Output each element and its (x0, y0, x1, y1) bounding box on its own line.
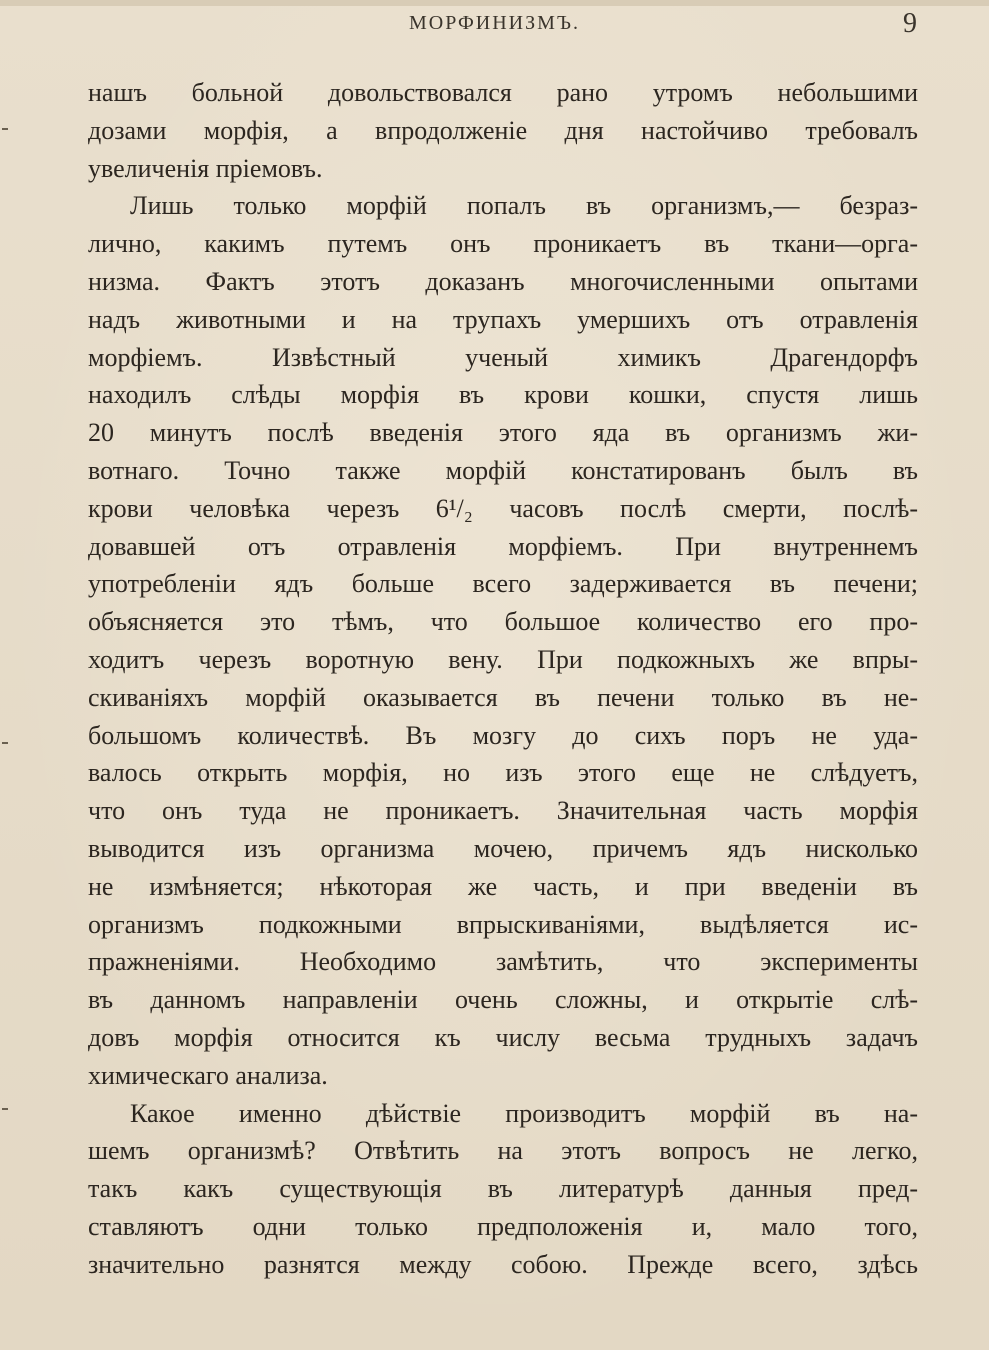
text-line: низма. Фактъ этотъ доказанъ многочисленными опытами (88, 266, 918, 296)
text-line: значительно разнятся между собою. Прежде всего, здѣсь (88, 1249, 918, 1279)
text-line: шемъ организмѣ? Отвѣтить на этотъ вопросъ не легко, (88, 1136, 918, 1166)
text-line: вотнаго. Точно также морфій констатированъ былъ въ (88, 455, 918, 485)
text-line: крови человѣка черезъ 6¹/₂ часовъ послѣ смерти, послѣ- (88, 493, 918, 523)
text-line: нашъ больной довольствовался рано утромъ небольшими (88, 78, 918, 107)
text-line: Какое именно дѣйствіе производитъ морфій въ на- (130, 1098, 918, 1128)
text-line: лично, какимъ путемъ онъ проникаетъ въ ткани—орга- (88, 229, 918, 259)
page-number: 9 (903, 8, 917, 39)
text-line: 20 минутъ послѣ введенія этого яда въ организмъ жи- (88, 418, 918, 448)
running-head: МОРФИНИЗМЪ. (408, 12, 581, 34)
text-line: употребленіи ядъ больше всего задерживается въ печени; (88, 569, 918, 599)
text-line: ходитъ черезъ воротную вену. При подкожныхъ же впры- (88, 644, 918, 674)
text-line: такъ какъ существующія въ литературѣ данныя пред- (88, 1174, 918, 1204)
margin-mark (2, 1108, 8, 1110)
text-line: довъ морфія относится къ числу весьма трудныхъ задачъ (88, 1022, 918, 1052)
text-line: не измѣняется; нѣкоторая же часть, и при введеніи въ (88, 871, 918, 901)
text-line: морфіемъ. Извѣстный ученый химикъ Драгендорфъ (88, 342, 918, 372)
text-line: валось открыть морфія, но изъ этого еще не слѣдуетъ, (88, 758, 918, 788)
top-edge (0, 0, 989, 6)
text-line: выводится изъ организма мочею, причемъ ядъ нисколько (88, 833, 918, 863)
text-line: ставляютъ одни только предположенія и, мало того, (88, 1211, 918, 1241)
text-line: скиваніяхъ морфій оказывается въ печени только въ не- (88, 682, 918, 712)
text-line: въ данномъ направленіи очень сложны, и открытіе слѣ- (88, 985, 918, 1015)
text-line: химическаго анализа. (88, 1060, 328, 1090)
text-line: объясняется это тѣмъ, что большое количество его про- (88, 607, 918, 637)
text-line: находилъ слѣды морфія въ крови кошки, спустя лишь (88, 380, 918, 410)
margin-mark (2, 742, 8, 744)
margin-mark (2, 128, 8, 130)
text-line: дозами морфія, а впродолженіе дня настойчиво требовалъ (88, 115, 918, 145)
text-line: большомъ количествѣ. Въ мозгу до сихъ поръ не уда- (88, 720, 918, 750)
text-line: пражненіями. Необходимо замѣтить, что эксперименты (88, 947, 918, 977)
text-line: что онъ туда не проникаетъ. Значительная часть морфія (88, 796, 918, 826)
text-line: надъ животными и на трупахъ умершихъ отъ отравленія (88, 304, 918, 334)
text-line: организмъ подкожными впрыскиваніями, выдѣляется ис- (88, 909, 918, 939)
text-line: Лишь только морфій попалъ въ организмъ,— безраз- (130, 191, 918, 221)
text-line: довавшей отъ отравленія морфіемъ. При внутреннемъ (88, 531, 918, 561)
body-text (88, 74, 918, 1284)
text-line: увеличенія пріемовъ. (88, 153, 323, 183)
